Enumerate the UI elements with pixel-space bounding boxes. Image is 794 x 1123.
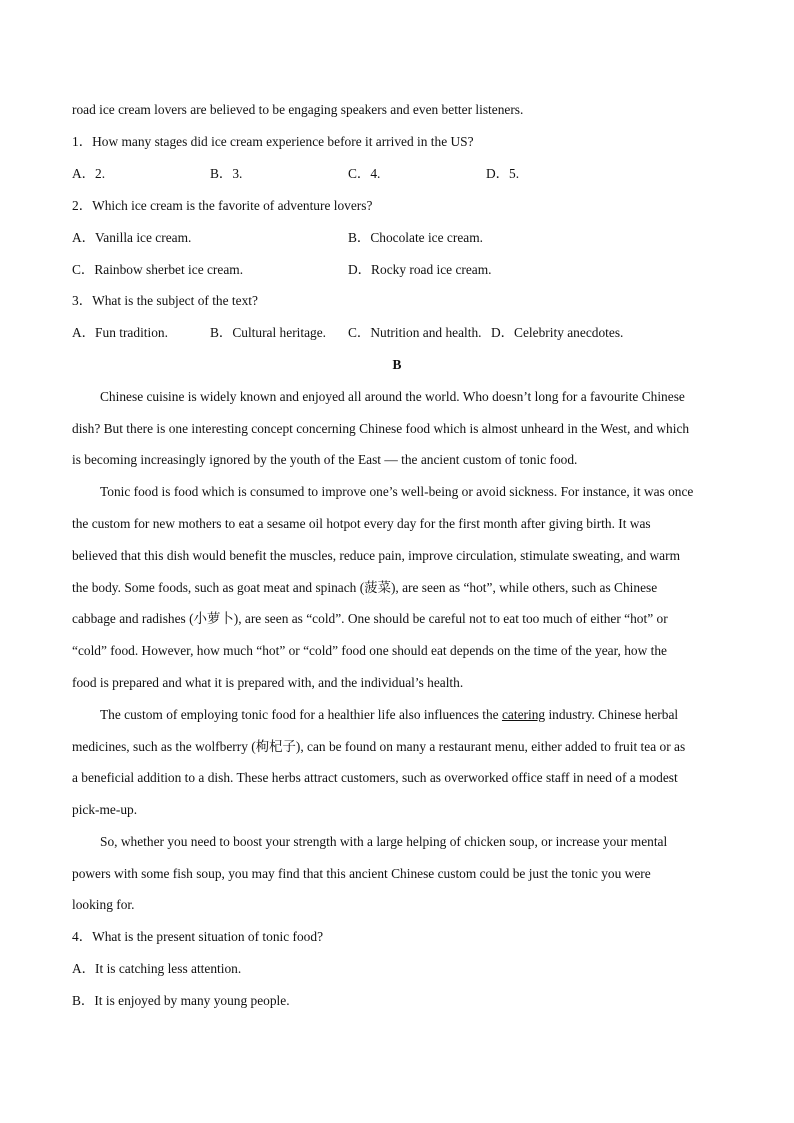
passage-line: Tonic food is food which is consumed to improve one’s well-being or avoid sickness. For instance, it was once xyxy=(100,484,694,499)
q3-option-c: C．Nutrition and health. xyxy=(348,325,482,340)
passage-line: dish? But there is one interesting concept concerning Chinese food which is almost unheard in the West, and which xyxy=(72,421,690,436)
q4-option-b: B．It is enjoyed by many young people. xyxy=(72,993,290,1008)
q2-option-c: C．Rainbow sherbet ice cream. xyxy=(72,262,244,277)
passage-line: medicines, such as the wolfberry (枸杞子), can be found on many a restaurant menu, either added to fruit tea or as xyxy=(72,739,686,754)
passage-line: believed that this dish would benefit the muscles, reduce pain, improve circulation, stimulate sweating, and warm xyxy=(72,548,680,563)
question-3-stem: 3．What is the subject of the text? xyxy=(72,293,258,308)
q1-option-b: B．3. xyxy=(210,166,243,181)
q2-option-a: A．Vanilla ice cream. xyxy=(72,230,192,245)
question-1-stem: 1．How many stages did ice cream experience before it arrived in the US? xyxy=(72,134,474,149)
q3-option-a: A．Fun tradition. xyxy=(72,325,168,340)
passage-line: looking for. xyxy=(72,897,135,912)
section-b-heading: B xyxy=(392,357,402,372)
passage-line: is becoming increasingly ignored by the youth of the East — the ancient custom of tonic food. xyxy=(72,452,578,467)
q1-option-c: C．4. xyxy=(348,166,381,181)
intro-tail-text: road ice cream lovers are believed to be engaging speakers and even better listeners. xyxy=(72,102,524,117)
passage-line: the custom for new mothers to eat a sesame oil hotpot every day for the first month after giving birth. It was xyxy=(72,516,651,531)
question-4-stem: 4．What is the present situation of tonic food? xyxy=(72,929,324,944)
passage-line: So, whether you need to boost your strength with a large helping of chicken soup, or increase your mental xyxy=(100,834,668,849)
passage-line: the body. Some foods, such as goat meat and spinach (菠菜), are seen as “hot”, while others, such as Chinese xyxy=(72,580,658,595)
q1-option-a: A．2. xyxy=(72,166,106,181)
passage-line: “cold” food. However, how much “hot” or “cold” food one should eat depends on the time of the year, how the xyxy=(72,643,667,658)
q4-option-a: A．It is catching less attention. xyxy=(72,961,242,976)
q1-option-d: D．5. xyxy=(486,166,520,181)
passage-line: powers with some fish soup, you may find that this ancient Chinese custom could be just the tonic you were xyxy=(72,866,651,881)
passage-text: The custom of employing tonic food for a healthier life also influences the xyxy=(100,707,502,722)
passage-line xyxy=(100,706,678,724)
passage-line: Chinese cuisine is widely known and enjoyed all around the world. Who doesn’t long for a favourite Chinese xyxy=(100,389,685,404)
passage-line: cabbage and radishes (小萝卜), are seen as “cold”. One should be careful not to eat too much of either “hot” or xyxy=(72,611,668,626)
passage-line: pick-me-up. xyxy=(72,802,138,817)
passage-line: a beneficial addition to a dish. These herbs attract customers, such as overworked office staff in need of a modest xyxy=(72,770,678,785)
underlined-word-catering: catering xyxy=(501,707,546,722)
q2-option-d: D．Rocky road ice cream. xyxy=(348,262,492,277)
passage-line: food is prepared and what it is prepared with, and the individual’s health. xyxy=(72,675,464,690)
q2-option-b: B．Chocolate ice cream. xyxy=(348,230,483,245)
passage-text: industry. Chinese herbal xyxy=(545,707,679,722)
question-2-stem: 2．Which ice cream is the favorite of adventure lovers? xyxy=(72,198,373,213)
q3-option-b: B．Cultural heritage. xyxy=(210,325,327,340)
q3-option-d: D．Celebrity anecdotes. xyxy=(491,325,624,340)
